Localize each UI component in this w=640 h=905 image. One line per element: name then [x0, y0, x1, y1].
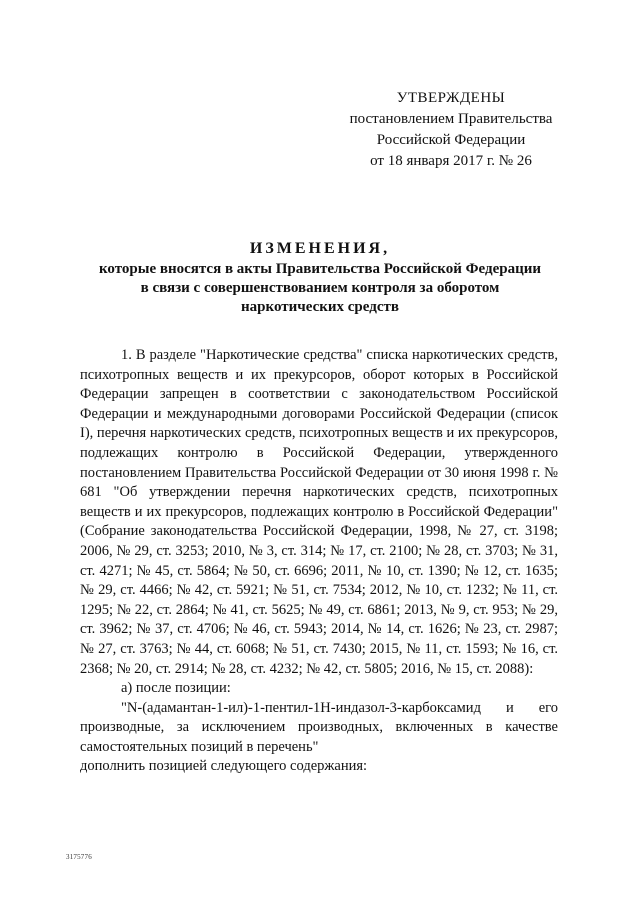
approval-stamp-block	[340, 88, 562, 172]
paragraph-4: дополнить позицией следующего содержания:	[80, 758, 368, 775]
footer-document-code: 3175776	[66, 853, 92, 861]
heading-subtitle-1: которые вносятся в акты Правительства Российской Федерации	[98, 261, 542, 277]
document-body	[80, 346, 558, 777]
heading-subtitle-3: наркотических средств	[241, 299, 399, 315]
paragraph-2: а) после позиции:	[121, 680, 231, 697]
paragraph-1: 1. В разделе "Наркотические средства" списка наркотических средств, психотропных веществ и их прекурсоров, оборот которых в Российской Федерации запрещен в соответствии с законодательством Российской Федерации и международными договорами Российской Федерации (список I), перечня наркотических средств, психотропных веществ и их прекурсоров, подлежащих контролю в Российской Федерации, утвержденного постановлением Правительства Российской Федерации от 30 июня 1998 г. № 681 "Об утверждении перечня наркотических средств, психотропных веществ и их прекурсоров, подлежащих контролю в Российской Федерации" (Собрание законодательства Российской Федерации, 1998, № 27, ст. 3198; 2006, № 29, ст. 3253; 2010, № 3, ст. 314; № 17, ст. 2100; № 28, ст. 3703; № 31, ст. 4271; № 45, ст. 5864; № 50, ст. 6696; 2011, № 10, ст. 1390; № 12, ст. 1635; № 29, ст. 4466; № 42, ст. 5921; № 51, ст. 7534; 2012, № 10, ст. 1232; № 11, ст. 1295; № 22, ст. 2864; № 41, ст. 5625; № 49, ст. 6861; 2013, № 9, ст. 953; № 29, ст. 3962; № 37, ст. 4706; № 46, ст. 5943; 2014, № 14, ст. 1626; № 23, ст. 2987; № 27, ст. 3763; № 44, ст. 6068; № 51, ст. 7430; 2015, № 11, ст. 1593; № 16, ст. 2368; № 20, ст. 2914; № 28, ст. 4232; № 42, ст. 5805; 2016, № 15, ст. 2088):	[80, 347, 558, 677]
approval-title: УТВЕРЖДЕНЫ	[396, 90, 506, 106]
paragraph-3: "N-(адамантан-1-ил)-1-пентил-1H-индазол-3-карбоксамид и его производные, за исключением производных, включенных в качестве самостоятельных позиций в перечень"	[80, 699, 558, 755]
approval-line-2: Российской Федерации	[376, 132, 526, 148]
heading-subtitle-2: в связи с совершенствованием контроля за оборотом	[140, 280, 500, 296]
heading-title: ИЗМЕНЕНИЯ,	[249, 240, 391, 257]
approval-line-1: постановлением Правительства	[349, 111, 553, 127]
document-heading	[80, 238, 560, 317]
approval-line-3: от 18 января 2017 г. № 26	[370, 153, 532, 169]
